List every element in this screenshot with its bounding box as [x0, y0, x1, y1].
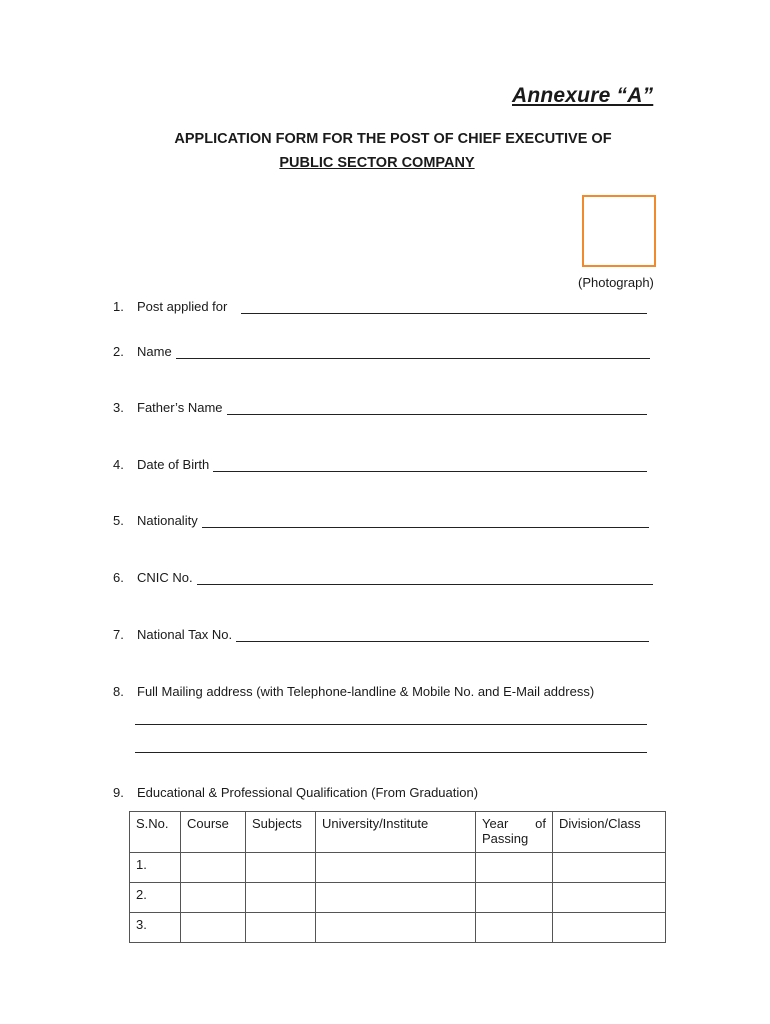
nationality-input-line[interactable] — [202, 513, 649, 528]
cell-year[interactable] — [476, 913, 553, 943]
annexure-heading: Annexure “A” — [512, 84, 654, 107]
col-header-year-of-passing — [476, 812, 553, 853]
row-number: 2. — [130, 883, 181, 913]
field-label: National Tax No. — [137, 627, 233, 642]
col-header-sno: S.No. — [130, 812, 181, 853]
field-number: 5. — [113, 513, 124, 528]
field-number: 3. — [113, 400, 124, 415]
field-number: 7. — [113, 627, 124, 642]
field-label: Date of Birth — [137, 457, 210, 472]
col-header-subjects: Subjects — [246, 812, 316, 853]
cnic-input-line[interactable] — [197, 570, 653, 585]
field-number: 4. — [113, 457, 124, 472]
col-header-university: University/Institute — [316, 812, 476, 853]
row-number: 1. — [130, 853, 181, 883]
field-number: 1. — [113, 299, 124, 314]
field-name — [113, 341, 650, 359]
address-input-line-1[interactable] — [135, 724, 647, 725]
field-label: Post applied for — [137, 299, 228, 314]
photograph-label: (Photograph) — [578, 275, 654, 290]
cell-university[interactable] — [316, 913, 476, 943]
table-row — [130, 853, 666, 883]
field-label: CNIC No. — [137, 570, 193, 585]
form-title-line1: APPLICATION FORM FOR THE POST OF CHIEF EXECUTIVE OF — [174, 131, 612, 147]
qualification-table — [129, 811, 666, 943]
field-number: 2. — [113, 344, 124, 359]
address-input-line-2[interactable] — [135, 752, 647, 753]
cell-course[interactable] — [181, 913, 246, 943]
cell-university[interactable] — [316, 883, 476, 913]
cell-university[interactable] — [316, 853, 476, 883]
photograph-box[interactable] — [582, 195, 656, 267]
col-header-course: Course — [181, 812, 246, 853]
field-post-applied — [113, 296, 647, 314]
field-nationality — [113, 510, 649, 528]
post-applied-input-line[interactable] — [241, 299, 647, 314]
cell-division[interactable] — [553, 883, 666, 913]
year-word: Year — [482, 816, 509, 831]
date-of-birth-input-line[interactable] — [213, 457, 647, 472]
national-tax-input-line[interactable] — [236, 627, 649, 642]
passing-word: Passing — [482, 831, 529, 846]
field-label: Name — [137, 344, 172, 359]
field-number: 6. — [113, 570, 124, 585]
table-row — [130, 883, 666, 913]
col-header-division: Division/Class — [553, 812, 666, 853]
cell-course[interactable] — [181, 883, 246, 913]
cell-division[interactable] — [553, 913, 666, 943]
form-title-line2 — [0, 155, 762, 171]
cell-course[interactable] — [181, 853, 246, 883]
cell-subjects[interactable] — [246, 913, 316, 943]
table-header-row — [130, 812, 666, 853]
cell-year[interactable] — [476, 883, 553, 913]
cell-year[interactable] — [476, 853, 553, 883]
field-label: Full Mailing address (with Telephone-landline & Mobile No. and E-Mail address) — [137, 684, 595, 699]
field-national-tax — [113, 624, 649, 642]
cell-subjects[interactable] — [246, 883, 316, 913]
field-number: 8. — [113, 684, 124, 699]
name-input-line[interactable] — [176, 344, 650, 359]
field-label: Father’s Name — [137, 400, 223, 415]
field-cnic — [113, 567, 653, 585]
field-fathers-name — [113, 397, 647, 415]
field-mailing-address — [113, 681, 594, 699]
row-number: 3. — [130, 913, 181, 943]
of-word: of — [535, 816, 546, 831]
form-title-line2-text: PUBLIC SECTOR COMPANY — [279, 155, 475, 171]
table-row — [130, 913, 666, 943]
field-label: Nationality — [137, 513, 198, 528]
field-date-of-birth — [113, 454, 647, 472]
cell-division[interactable] — [553, 853, 666, 883]
fathers-name-input-line[interactable] — [227, 400, 647, 415]
field-number: 9. — [113, 785, 124, 800]
cell-subjects[interactable] — [246, 853, 316, 883]
qualification-heading — [113, 785, 478, 800]
field-label: Educational & Professional Qualification (From Graduation) — [137, 785, 479, 800]
